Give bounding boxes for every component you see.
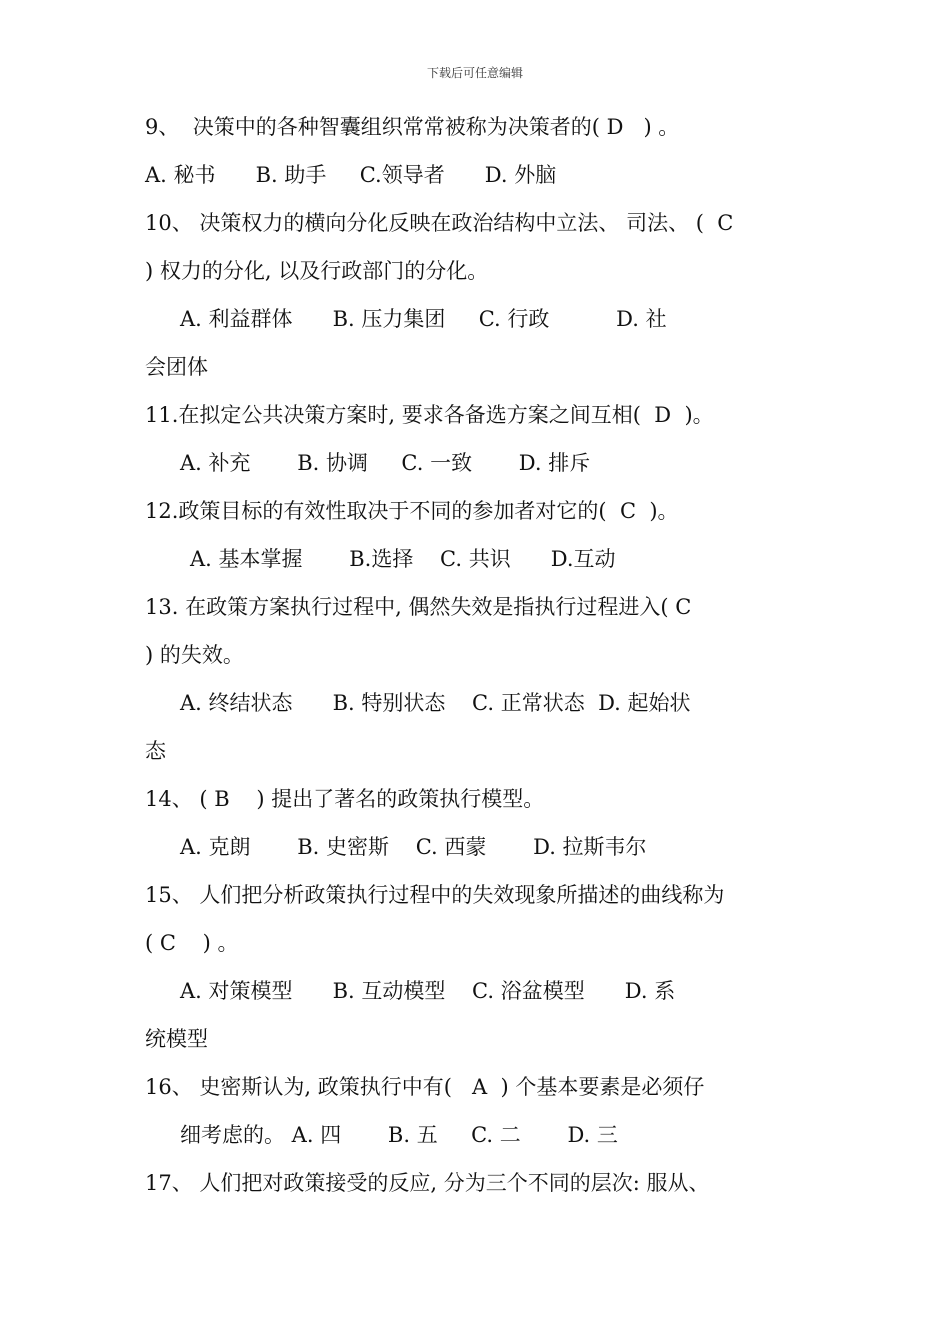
question-16-cont-options: 细考虑的。 A. 四 B. 五 C. 二 D. 三 — [180, 1123, 618, 1147]
question-15: 15、 人们把分析政策执行过程中的失效现象所描述的曲线称为 — [145, 883, 725, 907]
question-10-cont: ) 权力的分化, 以及行政部门的分化。 — [145, 259, 489, 283]
question-10-options: A. 利益群体 B. 压力集团 C. 行政 D. 社 — [180, 307, 667, 331]
question-12-options: A. 基本掌握 B.选择 C. 共识 D.互动 — [190, 547, 616, 571]
question-15-options: A. 对策模型 B. 互动模型 C. 浴盆模型 D. 系 — [180, 979, 676, 1003]
question-9: 9、 决策中的各种智囊组织常常被称为决策者的( D ) 。 — [145, 115, 680, 139]
question-15-cont: ( C ) 。 — [145, 931, 239, 955]
question-15-options-cont: 统模型 — [145, 1027, 208, 1051]
page-header: 下载后可任意编辑 — [426, 66, 523, 80]
question-13-options: A. 终结状态 B. 特别状态 C. 正常状态 D. 起始状 — [180, 691, 691, 715]
question-13-options-cont: 态 — [145, 739, 166, 763]
question-14-options: A. 克朗 B. 史密斯 C. 西蒙 D. 拉斯韦尔 — [180, 835, 647, 859]
question-13-cont: ) 的失效。 — [145, 643, 244, 667]
question-11: 11.在拟定公共决策方案时, 要求各备选方案之间互相( D )。 — [145, 403, 714, 427]
question-14: 14、 ( B ) 提出了著名的政策执行模型。 — [145, 787, 545, 811]
question-13: 13. 在政策方案执行过程中, 偶然失效是指执行过程进入( C — [145, 595, 692, 619]
question-17: 17、 人们把对政策接受的反应, 分为三个不同的层次: 服从、 — [145, 1171, 710, 1195]
question-11-options: A. 补充 B. 协调 C. 一致 D. 排斥 — [180, 451, 591, 475]
question-10: 10、 决策权力的横向分化反映在政治结构中立法、 司法、 ( C — [145, 211, 734, 235]
question-10-options-cont: 会团体 — [145, 355, 208, 379]
question-9-options: A. 秘书 B. 助手 C.领导者 D. 外脑 — [145, 163, 557, 187]
question-12: 12.政策目标的有效性取决于不同的参加者对它的( C )。 — [145, 499, 679, 523]
question-16: 16、 史密斯认为, 政策执行中有( A ) 个基本要素是必须仔 — [145, 1075, 705, 1099]
